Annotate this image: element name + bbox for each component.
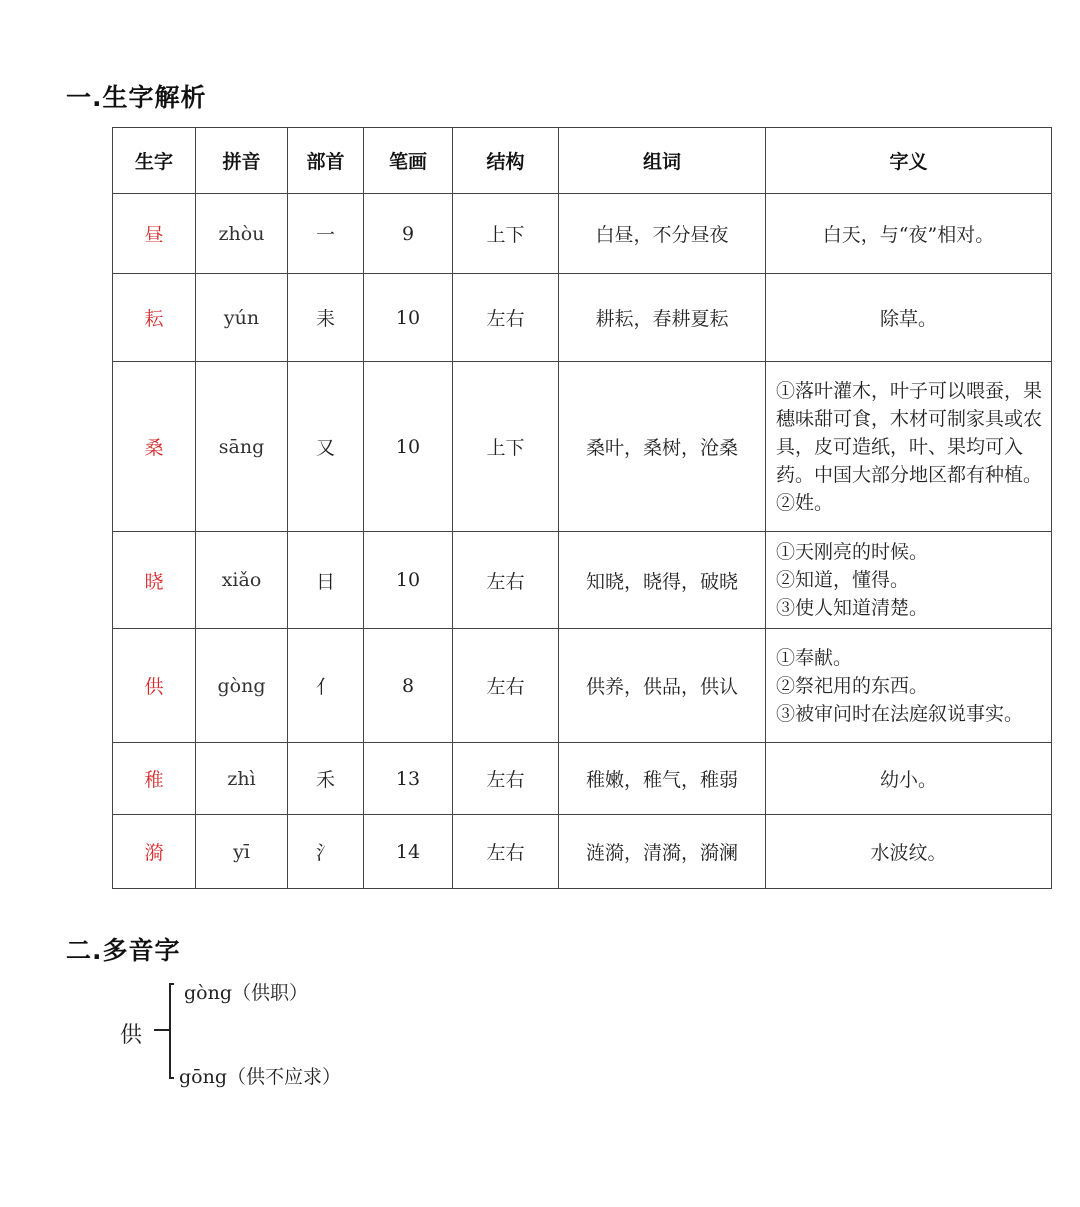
polyphonic-character: 供 <box>120 1023 143 1048</box>
words-cell: 桑叶，桑树，沧桑 <box>559 362 766 532</box>
meaning-line: ②祭祀用的东西。 <box>776 674 929 697</box>
words-cell: 耕耘，春耕夏耘 <box>559 274 766 362</box>
strokes-cell: 13 <box>364 743 453 815</box>
character-analysis-table <box>112 127 1052 889</box>
structure-cell: 左右 <box>453 815 559 889</box>
header-character: 生字 <box>113 128 196 194</box>
table-row <box>113 362 1052 532</box>
header-meaning: 字义 <box>766 128 1052 194</box>
structure-cell: 上下 <box>453 362 559 532</box>
meaning-line: ②知道，懂得。 <box>776 569 910 591</box>
strokes-cell: 10 <box>364 274 453 362</box>
section-title-new-characters: 一.生字解析 <box>66 83 207 112</box>
structure-cell: 左右 <box>453 274 559 362</box>
meaning-line: ①落叶灌木，叶子可以喂蚕，果穗味甜可食，木材可制家具或农具，皮可造纸，叶、果均可入药。中国大部分地区都有种植。 <box>776 379 1043 486</box>
radical-cell: 禾 <box>288 743 364 815</box>
character-cell: 晓 <box>113 532 196 629</box>
table-header-row <box>113 128 1052 194</box>
pinyin-cell: zhì <box>196 743 288 815</box>
meaning-line: ①奉献。 <box>776 646 853 669</box>
words-cell: 供养，供品，供认 <box>559 629 766 743</box>
strokes-cell: 10 <box>364 532 453 629</box>
pinyin-cell: yī <box>196 815 288 889</box>
pinyin-cell: xiǎo <box>196 532 288 629</box>
meaning-line: ①天刚亮的时候。 <box>776 541 929 563</box>
radical-cell: 一 <box>288 194 364 274</box>
polyphonic-diagram <box>0 970 600 1100</box>
table-row <box>113 629 1052 743</box>
strokes-cell: 14 <box>364 815 453 889</box>
meaning-cell <box>766 815 1052 889</box>
strokes-cell: 8 <box>364 629 453 743</box>
structure-cell: 左右 <box>453 532 559 629</box>
meaning-cell <box>766 532 1052 629</box>
radical-cell: 亻 <box>288 629 364 743</box>
radical-cell: 又 <box>288 362 364 532</box>
words-cell: 涟漪，清漪，漪澜 <box>559 815 766 889</box>
meaning-line: ③被审问时在法庭叙说事实。 <box>776 702 1024 725</box>
meaning-line: 水波纹。 <box>870 842 947 864</box>
meaning-line: ③使人知道清楚。 <box>776 597 929 619</box>
strokes-cell: 10 <box>364 362 453 532</box>
header-structure: 结构 <box>453 128 559 194</box>
words-cell: 稚嫩，稚气，稚弱 <box>559 743 766 815</box>
meaning-line: 幼小。 <box>879 769 937 791</box>
header-strokes: 笔画 <box>364 128 453 194</box>
structure-cell: 左右 <box>453 743 559 815</box>
reading-gong4: gòng（供职） <box>184 982 309 1004</box>
meaning-cell <box>766 274 1052 362</box>
pinyin-cell: gòng <box>196 629 288 743</box>
meaning-line: 白天，与“夜”相对。 <box>822 224 995 246</box>
section-title-polyphonic: 二.多音字 <box>66 936 181 965</box>
character-cell: 耘 <box>113 274 196 362</box>
header-pinyin: 拼音 <box>196 128 288 194</box>
table-row <box>113 194 1052 274</box>
brace-connector <box>144 970 184 1090</box>
radical-cell: 日 <box>288 532 364 629</box>
meaning-cell <box>766 362 1052 532</box>
words-cell: 白昼，不分昼夜 <box>559 194 766 274</box>
meaning-cell <box>766 194 1052 274</box>
header-words: 组词 <box>559 128 766 194</box>
table-row <box>113 815 1052 889</box>
meaning-line: ②姓。 <box>776 491 834 514</box>
words-cell: 知晓，晓得，破晓 <box>559 532 766 629</box>
character-cell: 桑 <box>113 362 196 532</box>
reading-gong1: gōng（供不应求） <box>179 1066 342 1088</box>
table-row <box>113 743 1052 815</box>
radical-cell: 氵 <box>288 815 364 889</box>
header-radical: 部首 <box>288 128 364 194</box>
structure-cell: 上下 <box>453 194 559 274</box>
meaning-cell <box>766 629 1052 743</box>
table-row <box>113 532 1052 629</box>
meaning-line: 除草。 <box>879 308 937 330</box>
character-cell: 稚 <box>113 743 196 815</box>
pinyin-cell: sāng <box>196 362 288 532</box>
pinyin-cell: zhòu <box>196 194 288 274</box>
meaning-cell <box>766 743 1052 815</box>
table-row <box>113 274 1052 362</box>
strokes-cell: 9 <box>364 194 453 274</box>
structure-cell: 左右 <box>453 629 559 743</box>
character-cell: 漪 <box>113 815 196 889</box>
character-cell: 昼 <box>113 194 196 274</box>
pinyin-cell: yún <box>196 274 288 362</box>
character-cell: 供 <box>113 629 196 743</box>
radical-cell: 耒 <box>288 274 364 362</box>
